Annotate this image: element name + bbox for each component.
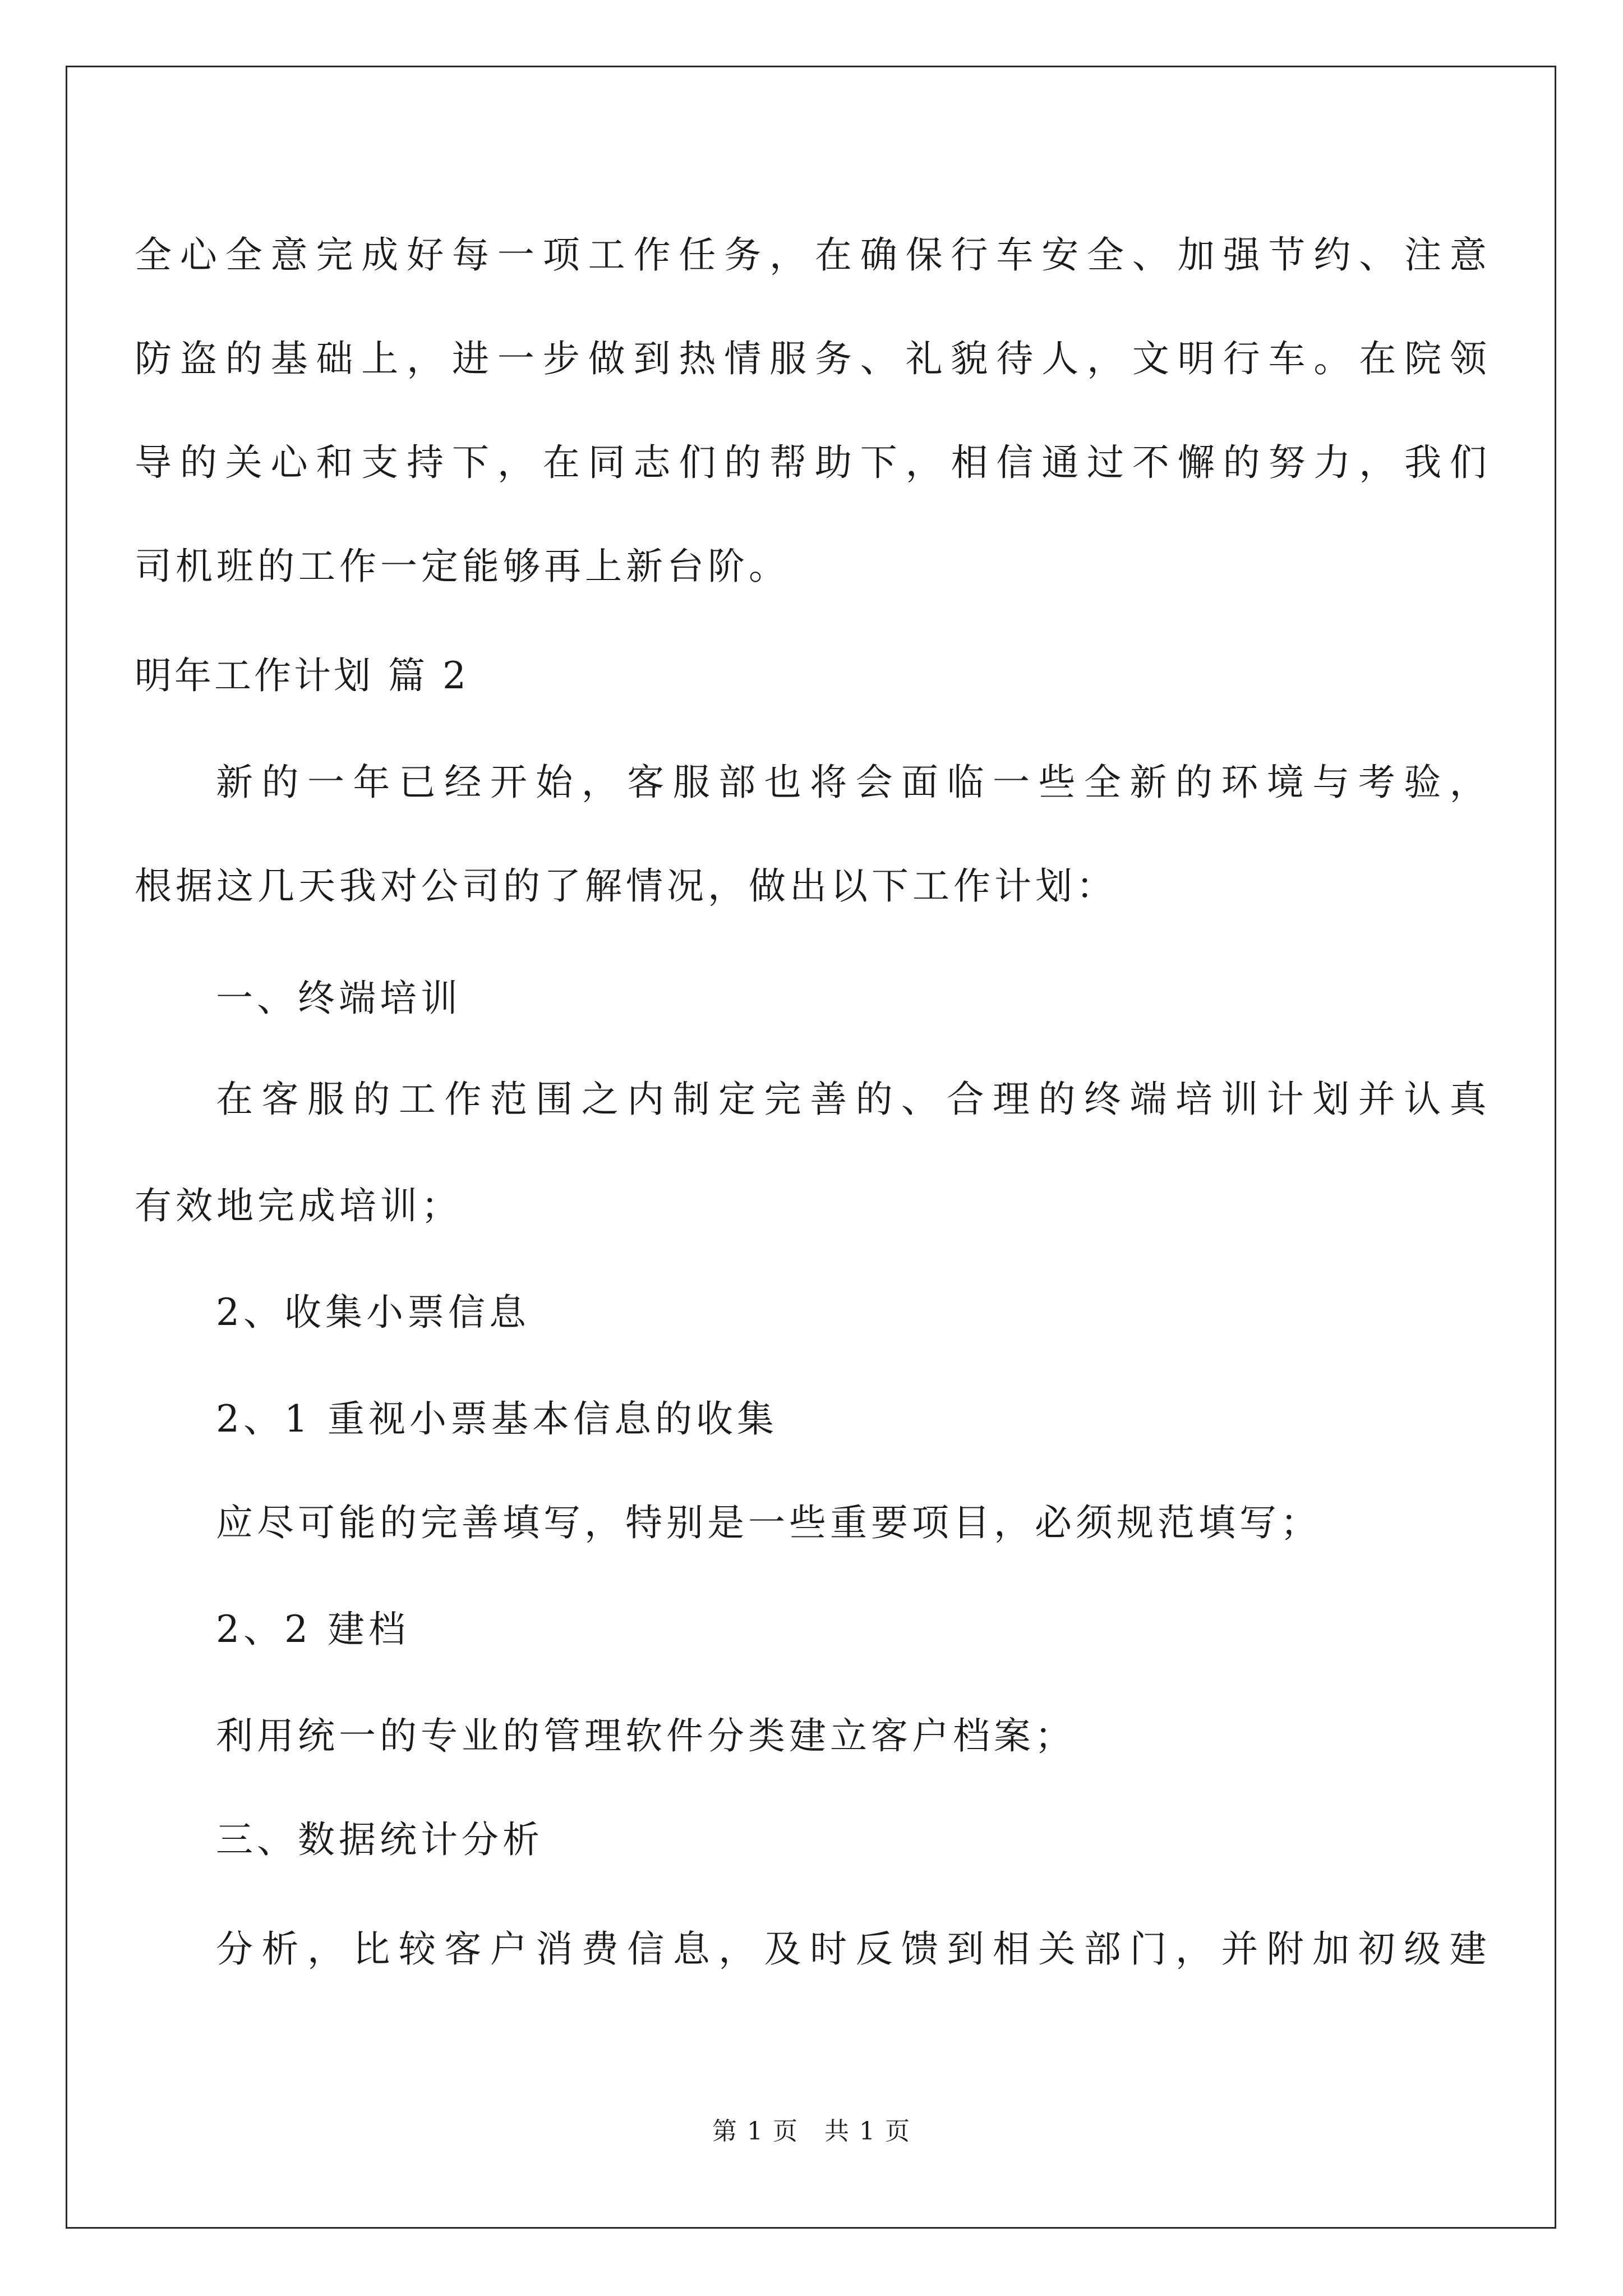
glyph: 客 [627,761,665,804]
glyph: 一 [497,337,534,380]
glyph: 相 [992,1927,1030,1971]
glyph: 临 [947,761,984,804]
glyph: 基 [270,337,308,380]
glyph: ， [1359,441,1396,484]
glyph: 及 [764,1927,801,1971]
glyph: 的 [1223,441,1260,484]
paragraph-line [0,752,1623,813]
glyph: 作 [444,1078,482,1121]
glyph: 级 [1404,1927,1441,1971]
glyph: 到 [633,337,671,380]
glyph: 一 [992,761,1030,804]
glyph: 较 [398,1927,436,1971]
glyph: 文 [1132,337,1169,380]
glyph: 终 [1083,1078,1121,1121]
glyph: 在 [814,233,852,277]
glyph: 。 [1313,337,1351,380]
glyph: 划 [1312,1078,1350,1121]
glyph: 全 [135,233,172,277]
glyph: 真 [1449,1078,1487,1121]
glyph: 时 [810,1927,847,1971]
glyph: 服 [672,761,710,804]
glyph: 并 [1358,1078,1395,1121]
glyph: 已 [398,761,436,804]
glyph: 导 [135,441,172,484]
glyph: 礼 [905,337,943,380]
subheading: 2、2 建档 [216,1608,409,1651]
glyph: 到 [947,1927,984,1971]
glyph: 一 [497,233,534,277]
glyph: 关 [225,441,262,484]
glyph: 新 [1129,761,1167,804]
paragraph-line [0,328,1623,390]
glyph: 同 [588,441,625,484]
section-heading: 明年工作计划 篇 2 [135,654,469,697]
glyph: 人 [1041,337,1079,380]
glyph: 工 [398,1078,436,1121]
glyph: 端 [1129,1078,1167,1121]
glyph: 防 [135,337,172,380]
glyph: ， [407,337,444,380]
subheading: 2、收集小票信息 [216,1291,530,1334]
subheading: 2、1 重视小票基本信息的收集 [216,1397,778,1441]
glyph: 户 [490,1927,527,1971]
glyph: 下 [452,441,490,484]
glyph: 车 [1268,337,1306,380]
paragraph-line: 有效地完成培训； [135,1184,462,1227]
glyph: ， [905,441,943,484]
glyph: 并 [1221,1927,1258,1971]
glyph: 费 [581,1927,619,1971]
paragraph-line [0,432,1623,494]
glyph: 合 [947,1078,984,1121]
glyph: 范 [490,1078,527,1121]
glyph: 附 [1266,1927,1304,1971]
glyph: 的 [225,337,262,380]
glyph: 做 [588,337,625,380]
glyph: 节 [1268,233,1306,277]
glyph: 之 [581,1078,619,1121]
glyph: 盗 [179,337,217,380]
glyph: 行 [951,233,988,277]
glyph: 、 [1359,233,1396,277]
paragraph-line: 应尽可能的完善填写，特别是一些重要项目，必须规范填写； [216,1501,1321,1544]
glyph: 工 [588,233,625,277]
glyph: 力 [1313,441,1351,484]
glyph: 善 [810,1078,847,1121]
glyph: 行 [1223,337,1260,380]
glyph: 确 [860,233,897,277]
glyph: 意 [270,233,308,277]
glyph: 懈 [1177,441,1215,484]
glyph: 考 [1358,761,1395,804]
glyph: 始 [536,761,573,804]
glyph: 认 [1404,1078,1441,1121]
glyph: 全 [1087,233,1124,277]
glyph: 的 [1175,761,1212,804]
glyph: 析 [261,1927,299,1971]
glyph: 务 [724,233,762,277]
glyph: 服 [769,337,807,380]
glyph: 在 [542,441,580,484]
glyph: 作 [633,233,671,277]
paragraph-line: 利用统一的专业的管理软件分类建立客户档案； [216,1714,1076,1757]
glyph: 一 [307,761,344,804]
glyph: 项 [542,233,580,277]
glyph: 务 [814,337,852,380]
glyph: 的 [179,441,217,484]
glyph: 任 [679,233,716,277]
glyph: 息 [672,1927,710,1971]
glyph: 安 [1041,233,1079,277]
glyph: 会 [855,761,893,804]
glyph: 的 [724,441,762,484]
glyph: 待 [996,337,1034,380]
glyph: 经 [444,761,482,804]
glyph: 全 [225,233,262,277]
glyph: 关 [1038,1927,1076,1971]
glyph: 帮 [769,441,807,484]
glyph: 不 [1132,441,1169,484]
subheading: 一、终端培训 [216,977,462,1020]
glyph: 新 [216,761,253,804]
glyph: ， [497,441,534,484]
glyph: 完 [316,233,353,277]
glyph: 验 [1404,761,1441,804]
glyph: ， [1449,761,1487,804]
paragraph-line: 司机班的工作一定能够再上新台阶。 [135,545,790,588]
glyph: 好 [407,233,444,277]
glyph: 境 [1266,761,1304,804]
glyph: 相 [951,441,988,484]
page-footer: 第 1 页 共 1 页 [712,2117,911,2146]
glyph: 明 [1177,337,1215,380]
glyph: 支 [361,441,399,484]
glyph: 反 [855,1927,893,1971]
glyph: 计 [1266,1078,1304,1121]
glyph: 部 [718,761,756,804]
paragraph-line: 根据这几天我对公司的了解情况，做出以下工作计划： [135,864,1117,908]
glyph: 础 [316,337,353,380]
glyph: 将 [810,761,847,804]
glyph: 成 [361,233,399,277]
glyph: 步 [542,337,580,380]
glyph: 通 [1041,441,1079,484]
glyph: 消 [536,1927,573,1971]
glyph: 情 [724,337,762,380]
glyph: 我 [1404,441,1442,484]
glyph: 貌 [951,337,988,380]
glyph: 客 [444,1927,482,1971]
glyph: 心 [179,233,217,277]
glyph: ， [718,1927,756,1971]
glyph: 年 [353,761,390,804]
glyph: 进 [452,337,490,380]
glyph: ， [1175,1927,1212,1971]
glyph: 和 [316,441,353,484]
glyph: 面 [901,761,939,804]
glyph: 培 [1175,1078,1212,1121]
glyph: 理 [992,1078,1030,1121]
glyph: 客 [261,1078,299,1121]
glyph: 过 [1087,441,1124,484]
glyph: 持 [407,441,444,484]
glyph: 的 [855,1078,893,1121]
glyph: 也 [764,761,801,804]
glyph: 强 [1223,233,1260,277]
glyph: 热 [679,337,716,380]
glyph: ， [1087,337,1124,380]
glyph: 、 [1132,233,1169,277]
glyph: 加 [1177,233,1215,277]
glyph: 训 [1221,1078,1258,1121]
glyph: 制 [672,1078,710,1121]
paragraph-line [0,1918,1623,1980]
glyph: 门 [1129,1927,1167,1971]
glyph: 分 [216,1927,253,1971]
glyph: 的 [261,761,299,804]
glyph: 心 [270,441,308,484]
glyph: 们 [1449,441,1487,484]
glyph: 信 [627,1927,665,1971]
glyph: 些 [1038,761,1076,804]
glyph: 开 [490,761,527,804]
glyph: 比 [353,1927,390,1971]
glyph: 在 [1359,337,1396,380]
glyph: 保 [905,233,943,277]
glyph: 努 [1268,441,1306,484]
glyph: ， [307,1927,344,1971]
glyph: 环 [1221,761,1258,804]
glyph: 完 [764,1078,801,1121]
glyph: 全 [1083,761,1121,804]
glyph: 领 [1449,337,1487,380]
glyph: 院 [1404,337,1442,380]
glyph: 与 [1312,761,1350,804]
glyph: ， [581,761,619,804]
subheading: 三、数据统计分析 [216,1818,543,1861]
glyph: 助 [814,441,852,484]
glyph: 初 [1358,1927,1395,1971]
glyph: 加 [1312,1927,1350,1971]
glyph: 服 [307,1078,344,1121]
paragraph-line [0,1069,1623,1130]
glyph: 每 [452,233,490,277]
glyph: 部 [1083,1927,1121,1971]
glyph: 信 [996,441,1034,484]
glyph: 、 [901,1078,939,1121]
glyph: 的 [1038,1078,1076,1121]
page-border [66,66,1556,2229]
glyph: 下 [860,441,897,484]
glyph: 馈 [901,1927,939,1971]
glyph: 上 [361,337,399,380]
glyph: 、 [860,337,897,380]
glyph: 注 [1404,233,1442,277]
glyph: 建 [1449,1927,1487,1971]
glyph: 车 [996,233,1034,277]
glyph: 志 [633,441,671,484]
paragraph-line [0,224,1623,286]
glyph: ， [769,233,807,277]
glyph: 约 [1313,233,1351,277]
glyph: 在 [216,1078,253,1121]
glyph: 定 [718,1078,756,1121]
glyph: 的 [353,1078,390,1121]
glyph: 围 [536,1078,573,1121]
glyph: 们 [679,441,716,484]
glyph: 意 [1449,233,1487,277]
glyph: 内 [627,1078,665,1121]
